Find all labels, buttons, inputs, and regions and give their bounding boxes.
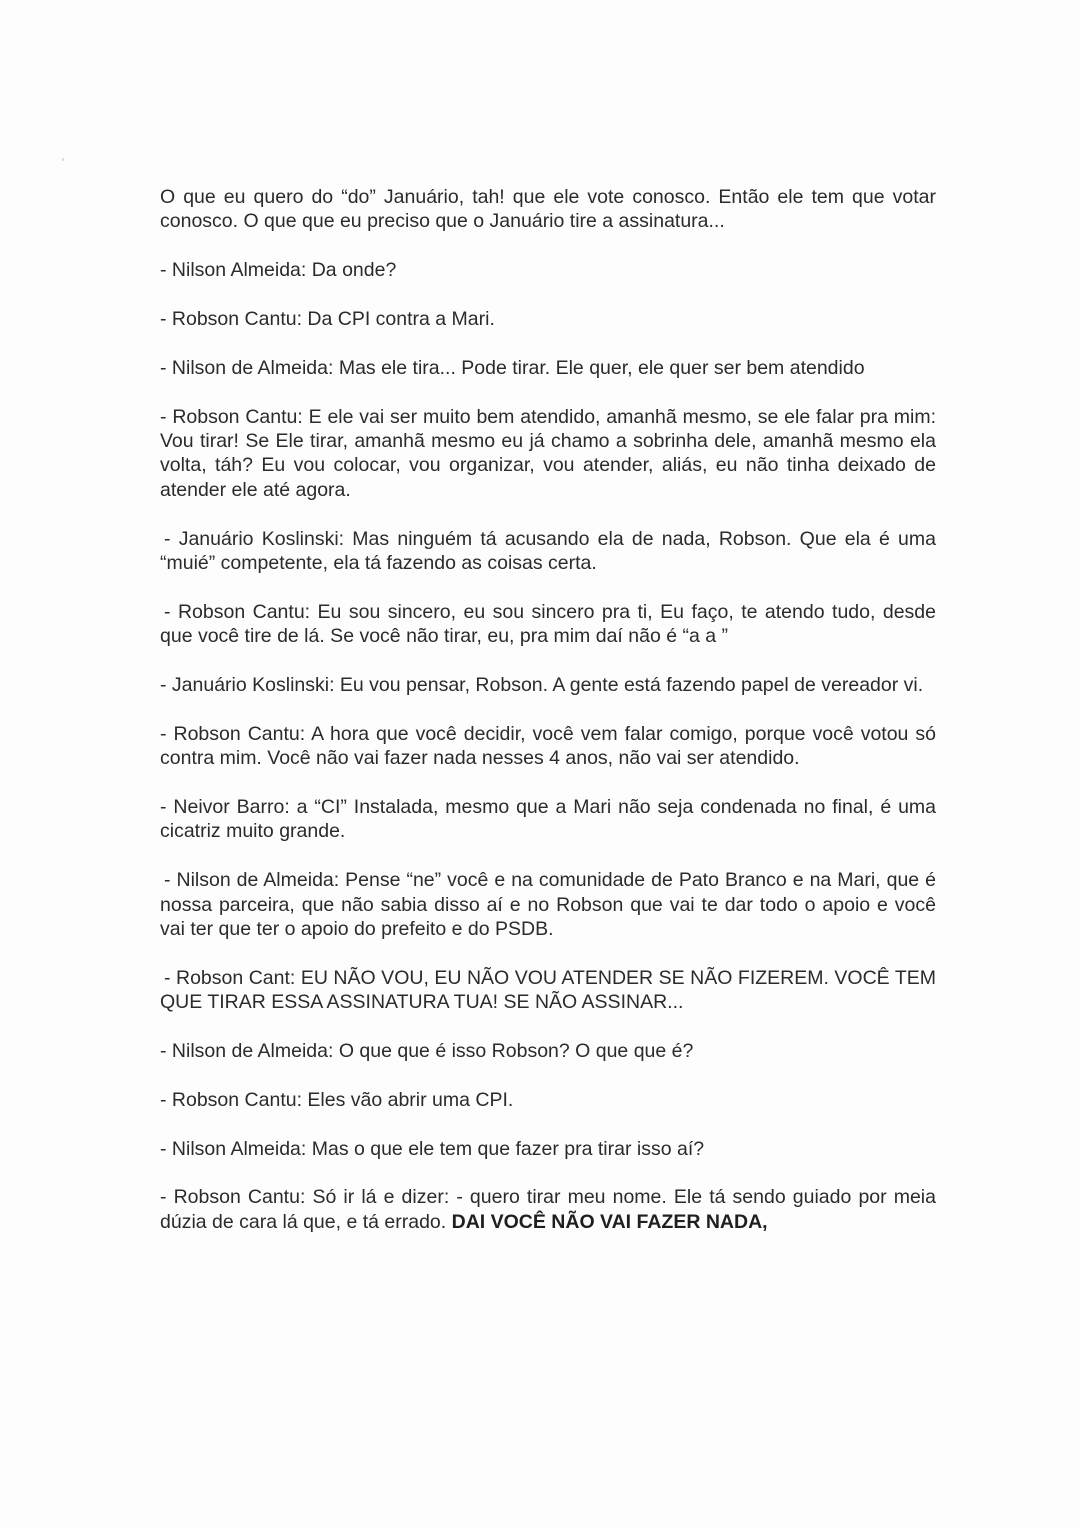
- last-paragraph: [160, 1185, 936, 1234]
- last-paragraph-bold-text: DAI VOCÊ NÃO VAI FAZER NADA,: [451, 1210, 768, 1233]
- paragraph: - Nilson Almeida: Da onde?: [160, 259, 397, 282]
- paragraph: - Robson Cantu: Eles vão abrir uma CPI.: [160, 1088, 514, 1111]
- paragraph: - Robson Cantu: A hora que você decidir, você vem falar comigo, porque você votou só contra mim. Você não vai fazer nada nesses 4 anos, não vai ser atendido.: [160, 722, 936, 770]
- paragraph: - Nilson de Almeida: Mas ele tira... Pode tirar. Ele quer, ele quer ser bem atendido: [160, 356, 865, 379]
- paragraph: - Januário Koslinski: Eu vou pensar, Robson. A gente está fazendo papel de vereador vi.: [160, 674, 924, 697]
- scan-speck: [62, 158, 64, 161]
- transcript-body: [160, 185, 936, 1259]
- paragraph: - Robson Cant: EU NÃO VOU, EU NÃO VOU ATENDER SE NÃO FIZEREM. VOCÊ TEM QUE TIRAR ESSA ASSINATURA TUA! SE NÃO ASSINAR...: [160, 966, 936, 1014]
- paragraph: - Nilson de Almeida: O que que é isso Robson? O que que é?: [160, 1040, 694, 1063]
- paragraph: - Robson Cantu: Da CPI contra a Mari.: [160, 308, 495, 330]
- paragraph: - Nilson de Almeida: Pense “ne” você e na comunidade de Pato Branco e na Mari, que é nossa parceira, que não sabia disso aí e no Robson que vai te dar todo o apoio e você vai ter que ter o apoio do prefeito e do PSDB.: [160, 869, 936, 941]
- paragraph: - Nilson Almeida: Mas o que ele tem que fazer pra tirar isso aí?: [160, 1137, 705, 1160]
- paragraph: - Robson Cantu: Eu sou sincero, eu sou sincero pra ti, Eu faço, te atendo tudo, desde que você tire de lá. Se você não tirar, eu, pra mim daí não é “a a ”: [160, 600, 936, 648]
- paragraph: - Robson Cantu: E ele vai ser muito bem atendido, amanhã mesmo, se ele falar pra mim: Vou tirar! Se Ele tirar, amanhã mesmo eu já chamo a sobrinha dele, amanhã mesmo ela volta, táh? Eu vou colocar, vou organizar, vou atender, aliás, eu não tinha deixado de atender ele até agora.: [160, 405, 936, 501]
- last-paragraph-text: - Robson Cantu: Só ir lá e dizer: - quero tirar meu nome. Ele tá sendo guiado por meia dúzia de cara lá que, e tá errado.: [160, 1186, 936, 1233]
- paragraph: O que eu quero do “do” Januário, tah! que ele vote conosco. Então ele tem que votar conosco. O que que eu preciso que o Januário tire a assinatura...: [160, 186, 936, 233]
- paragraph: - Januário Koslinski: Mas ninguém tá acusando ela de nada, Robson. Que ela é uma “muié” competente, ela tá fazendo as coisas certa.: [160, 527, 936, 575]
- paragraph: - Neivor Barro: a “CI” Instalada, mesmo que a Mari não seja condenada no final, é uma cicatriz muito grande.: [160, 796, 936, 843]
